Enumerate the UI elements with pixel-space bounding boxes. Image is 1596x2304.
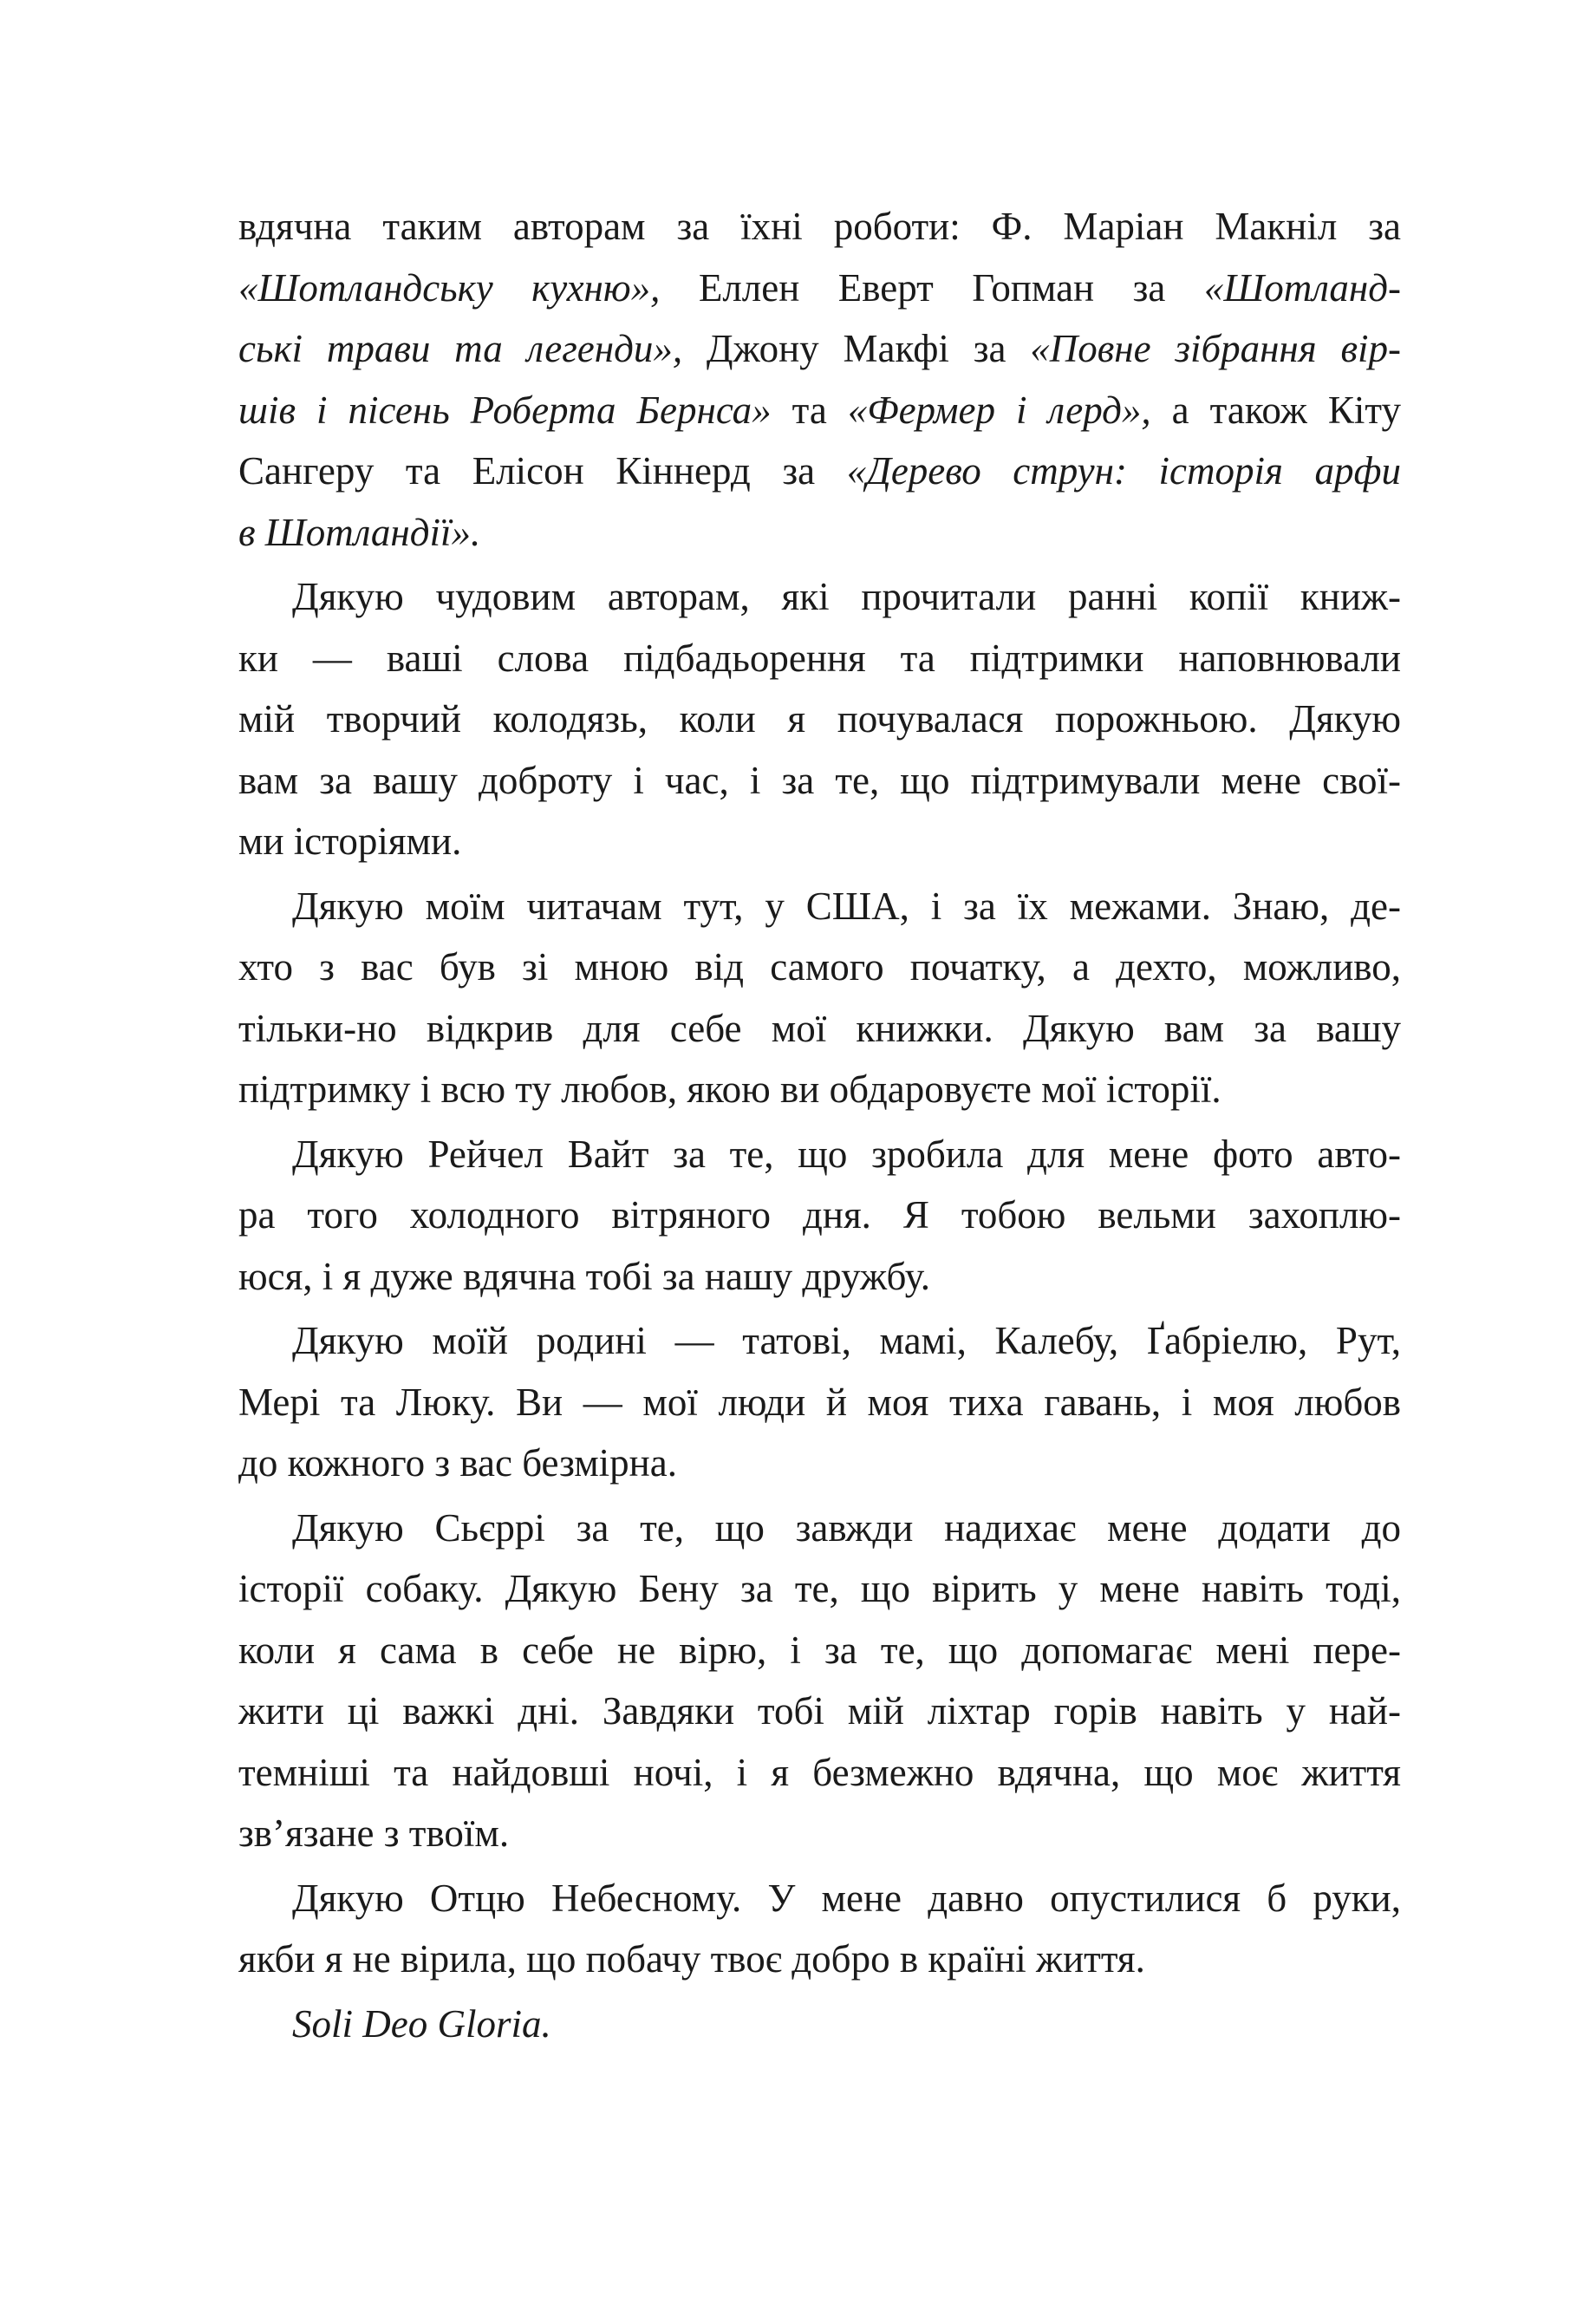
paragraph-p7 [238, 1868, 1401, 1990]
text-segment: юся, і я дуже вдячна тобі за нашу дружбу. [238, 1254, 930, 1298]
text-segment: Дякую Отцю Небесному. У мене давно опустилися б руки, [292, 1876, 1401, 1920]
text-line [238, 1498, 1401, 1559]
text-line [238, 502, 1401, 564]
text-line [238, 1059, 1401, 1120]
text-line [238, 1803, 1401, 1864]
paragraph-p2 [238, 566, 1401, 872]
text-line [238, 1246, 1401, 1308]
italic-title: Soli Deo Gloria. [292, 2001, 551, 2046]
text-segment: ра того холодного вітряного дня. Я тобою вельми захоплю- [238, 1193, 1401, 1237]
text-line [238, 318, 1401, 380]
text-line [238, 750, 1401, 812]
paragraph-p3 [238, 876, 1401, 1120]
text-segment: Еллен Еверт Гопман за [660, 265, 1204, 310]
text-line [238, 196, 1401, 258]
text-line [238, 876, 1401, 937]
text-line [238, 1620, 1401, 1681]
text-segment: мій творчий колодязь, коли я почувалася порожньою. Дякую [238, 697, 1401, 741]
text-segment: Дякую Рейчел Вайт за те, що зробила для мене фото авто- [292, 1132, 1401, 1176]
text-segment: Дякую моїм читачам тут, у США, і за їх межами. Знаю, де- [292, 884, 1401, 928]
text-segment: ки — ваші слова підбадьорення та підтримки наповнювали [238, 636, 1401, 680]
text-segment: а також Кіту [1150, 388, 1401, 432]
text-line [238, 1681, 1401, 1742]
text-line [238, 1994, 1401, 2055]
text-line [238, 566, 1401, 628]
text-line [238, 1742, 1401, 1804]
text-line [238, 441, 1401, 502]
paragraph-p1 [238, 196, 1401, 563]
text-line [238, 1558, 1401, 1620]
paragraph-p6 [238, 1498, 1401, 1864]
text-line [238, 1310, 1401, 1372]
text-segment: якби я не вірила, що побачу твоє добро в країні життя. [238, 1937, 1145, 1981]
text-segment: Дякую моїй родині — татові, мамі, Калебу, Ґабріелю, Рут, [292, 1319, 1401, 1362]
text-line [238, 811, 1401, 872]
paragraph-p4 [238, 1124, 1401, 1308]
text-segment: жити ці важкі дні. Завдяки тобі мій ліхтар горів навіть у най- [238, 1689, 1401, 1733]
text-segment: вдячна таким авторам за їхні роботи: Ф. Маріан Макніл за [238, 205, 1401, 248]
text-line [238, 937, 1401, 998]
text-segment: темніші та найдовші ночі, і я безмежно вдячна, що моє життя [238, 1750, 1401, 1794]
text-segment: ми історіями. [238, 819, 462, 863]
text-line [238, 258, 1401, 319]
text-segment: коли я сама в себе не вірю, і за те, що допомагає мені пере- [238, 1628, 1401, 1672]
text-segment: зв’язане з твоїм. [238, 1811, 510, 1855]
text-segment: та [771, 388, 848, 432]
italic-title: ські трави та легенди», [238, 327, 683, 370]
text-segment: Джону Макфі за [682, 327, 1031, 370]
text-segment: Мері та Люку. Ви — мої люди й моя тиха гавань, і моя любов [238, 1380, 1401, 1424]
italic-title: в Шотландії». [238, 510, 481, 554]
text-segment: тільки-но відкрив для себе мої книжки. Дякую вам за вашу [238, 1006, 1401, 1050]
italic-title: «Фермер і лерд», [847, 388, 1151, 432]
italic-title: «Дерево струн: історія арфи [846, 449, 1401, 493]
italic-title: «Шотландську кухню», [238, 265, 661, 310]
page-body [238, 196, 1401, 2054]
italic-title: «Повне зібрання вір- [1030, 327, 1402, 370]
text-line [238, 689, 1401, 750]
paragraph-p8 [238, 1994, 1401, 2055]
text-line [238, 628, 1401, 689]
text-segment: до кожного з вас безмірна. [238, 1441, 677, 1485]
text-line [238, 380, 1401, 441]
text-line [238, 1433, 1401, 1494]
text-segment: історії собаку. Дякую Бену за те, що вірить у мене навіть тоді, [238, 1567, 1401, 1610]
text-segment: вам за вашу доброту і час, і за те, що підтримували мене свої- [238, 758, 1401, 802]
text-line [238, 1185, 1401, 1246]
text-line [238, 1929, 1401, 1990]
text-segment: Сангеру та Елісон Кіннерд за [238, 449, 847, 493]
text-line [238, 1124, 1401, 1185]
text-line [238, 998, 1401, 1060]
text-segment: підтримку і всю ту любов, якою ви обдаровуєте мої історії. [238, 1067, 1221, 1111]
text-line [238, 1868, 1401, 1929]
paragraph-p5 [238, 1310, 1401, 1494]
italic-title: «Шотланд- [1203, 265, 1402, 310]
text-segment: хто з вас був зі мною від самого початку, а дехто, можливо, [238, 945, 1401, 989]
text-segment: Дякую Сьєррі за те, що завжди надихає мене додати до [292, 1505, 1401, 1550]
text-line [238, 1372, 1401, 1433]
text-segment: Дякую чудовим авторам, які прочитали ранні копії книж- [292, 575, 1401, 618]
italic-title: шів і пісень Роберта Бернса» [238, 388, 772, 432]
